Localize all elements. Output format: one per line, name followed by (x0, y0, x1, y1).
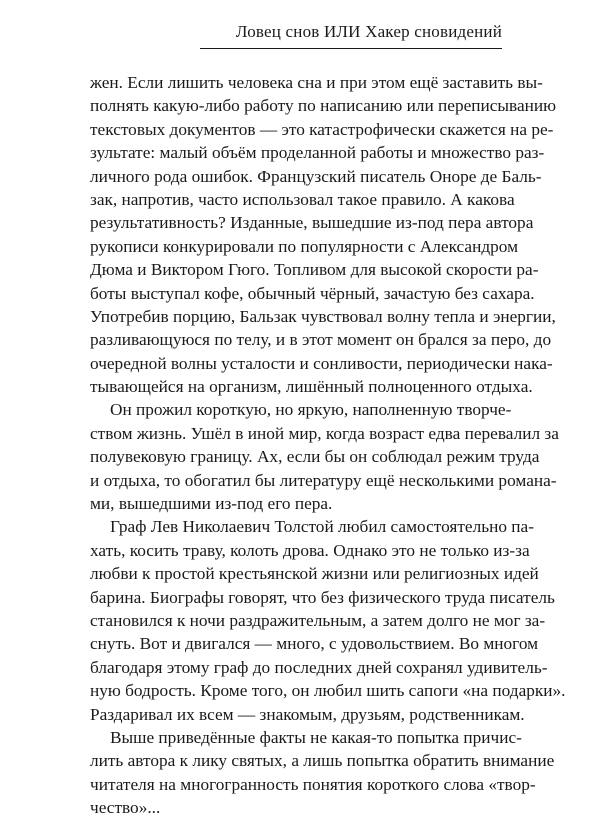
text-line: и отдыха, то обогатил бы литературу ещё несколькими романа- (90, 470, 557, 490)
text-line: ми, вышедшими из-под его пера. (90, 494, 333, 514)
body-text (90, 71, 566, 820)
text-line: благодаря этому граф до последних дней сохранял удивитель- (90, 657, 548, 677)
text-line: любви к простой крестьянской жизни или религиозных идей (90, 564, 539, 584)
text-line: текстовых документов — это катастрофически скажется на ре- (90, 119, 554, 139)
text-line: зультате: малый объём проделанной работы и множество раз- (90, 143, 545, 163)
text-line: Раздаривал их всем — знакомым, друзьям, родственникам. (90, 704, 525, 724)
running-head-rule (200, 48, 502, 49)
text-line: Он прожил короткую, но яркую, наполненную творче- (110, 400, 512, 420)
text-line: результативность? Изданные, вышедшие из-под пера автора (90, 213, 534, 233)
running-head-title: Ловец снов ИЛИ Хакер сновидений (235, 22, 502, 41)
text-line: ную бодрость. Кроме того, он любил шить сапоги «на подарки». (90, 681, 566, 701)
text-line: жен. Если лишить человека сна и при этом ещё заставить вы- (90, 73, 543, 92)
text-line: чество»... (90, 798, 161, 818)
text-line: очередной волны усталости и сонливости, периодически нака- (90, 353, 553, 373)
text-line: личного рода ошибок. Французский писатель Оноре де Баль- (90, 166, 542, 186)
running-head (200, 22, 502, 50)
text-line: рукописи конкурировали по популярности с Александром (90, 236, 519, 256)
paragraph (90, 398, 559, 515)
text-line: барина. Биографы говорят, что без физического труда писатель (90, 587, 555, 607)
text-line: становился к ночи раздражительным, а затем долго не мог за- (90, 610, 546, 630)
paragraph (90, 726, 555, 820)
text-line: лить автора к лику святых, а лишь попытка обратить внимание (90, 751, 555, 771)
text-line: разливающуюся по телу, и в этот момент он брался за перо, до (90, 330, 552, 350)
text-line: Употребив порцию, Бальзак чувствовал волну тепла и энергии, (90, 306, 556, 326)
paragraph (90, 515, 566, 726)
text-line: зак, напротив, часто использовал такое правило. А какова (90, 189, 515, 209)
text-line: снуть. Вот и двигался — много, с удовольствием. Во многом (90, 634, 539, 654)
text-line: полнять какую-либо работу по написанию или переписыванию (90, 96, 557, 116)
text-line: хать, косить траву, колоть дрова. Однако это не только из-за (90, 540, 530, 560)
paragraph (90, 71, 557, 398)
text-line: читателя на многогранность понятия короткого слова «твор- (90, 774, 536, 794)
text-line: боты выступал кофе, обычный чёрный, зачастую без сахара. (90, 283, 535, 303)
text-line: полувековую границу. Ах, если бы он соблюдал режим труда (90, 447, 540, 467)
text-line: Выше приведённые факты не какая-то попытка причис- (110, 727, 522, 747)
text-line: ством жизнь. Ушёл в иной мир, когда возраст едва перевалил за (90, 423, 559, 443)
text-line: Дюма и Виктором Гюго. Топливом для высокой скорости ра- (90, 260, 539, 280)
text-line: Граф Лев Николаевич Толстой любил самостоятельно па- (110, 517, 534, 537)
text-line: тывающейся на организм, лишённый полноценного отдыха. (90, 377, 533, 397)
